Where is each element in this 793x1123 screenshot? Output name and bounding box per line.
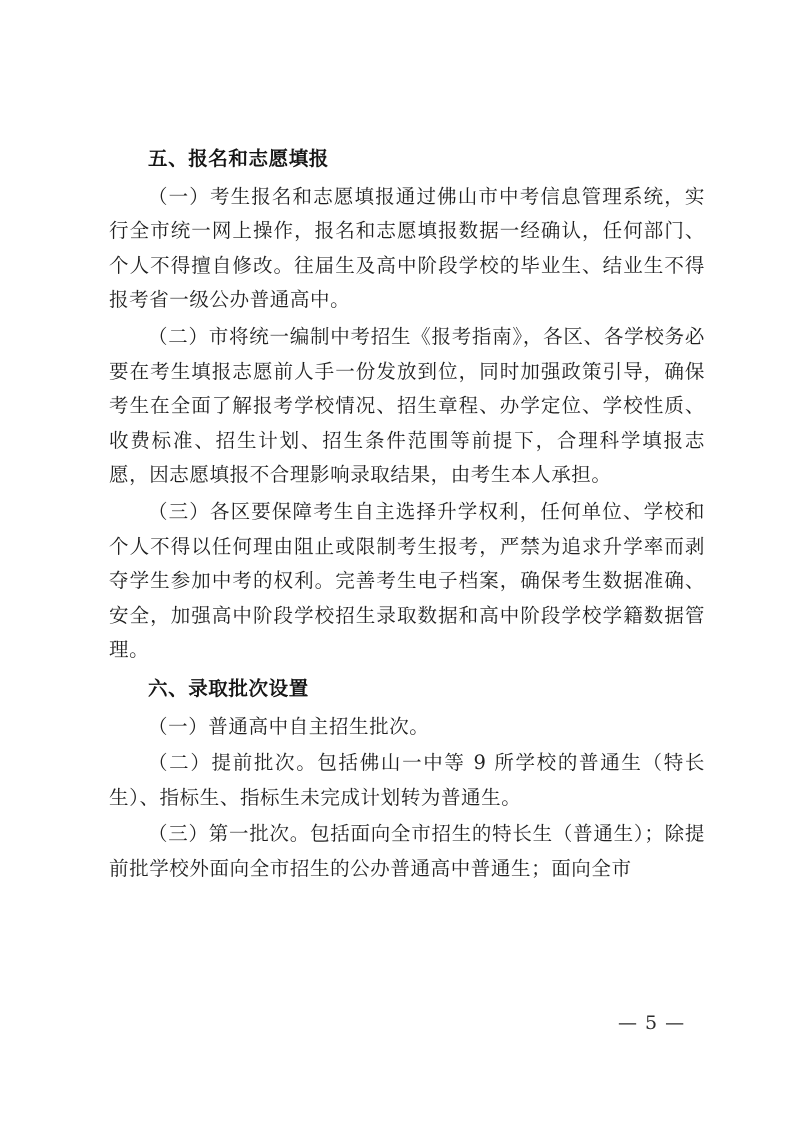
section-5-paragraph-2: （二）市将统一编制中考招生《报考指南》，各区、各学校务必要在考生填报志愿前人手一份发放到位，同时加强政策引导，确保考生在全面了解报考学校情况、招生章程、办学定位、学校性质、收费标准、招生计划、招生条件范围等前提下，合理科学填报志愿，因志愿填报不合理影响录取结果，由考生本人承担。	[109, 324, 705, 487]
document-body	[109, 142, 705, 886]
section-5-heading: 五、报名和志愿填报	[148, 147, 329, 170]
page-number: — 5 —	[618, 1012, 686, 1034]
section-6-paragraph-1: （一）普通高中自主招生批次。	[148, 714, 430, 738]
section-6-paragraph-2: （二）提前批次。包括佛山一中等 9 所学校的普通生（特长生）、指标生、指标生未完成计划转为普通生。	[109, 751, 705, 809]
section-5-paragraph-1: （一）考生报名和志愿填报通过佛山市中考信息管理系统，实行全市统一网上操作，报名和志愿填报数据一经确认，任何部门、个人不得擅自修改。往届生及高中阶段学校的毕业生、结业生不得报考省一级公办普通高中。	[109, 184, 705, 312]
section-6-heading: 六、录取批次设置	[148, 676, 309, 700]
section-5-paragraph-3: （三）各区要保障考生自主选择升学权利，任何单位、学校和个人不得以任何理由阻止或限制考生报考，严禁为追求升学率而剥夺学生参加中考的权利。完善考生电子档案，确保考生数据准确、安全，加强高中阶段学校招生录取数据和高中阶段学校学籍数据管理。	[109, 499, 705, 662]
section-6-paragraph-3: （三）第一批次。包括面向全市招生的特长生（普通生）；除提前批学校外面向全市招生的公办普通高中普通生；面向全市	[109, 822, 705, 880]
